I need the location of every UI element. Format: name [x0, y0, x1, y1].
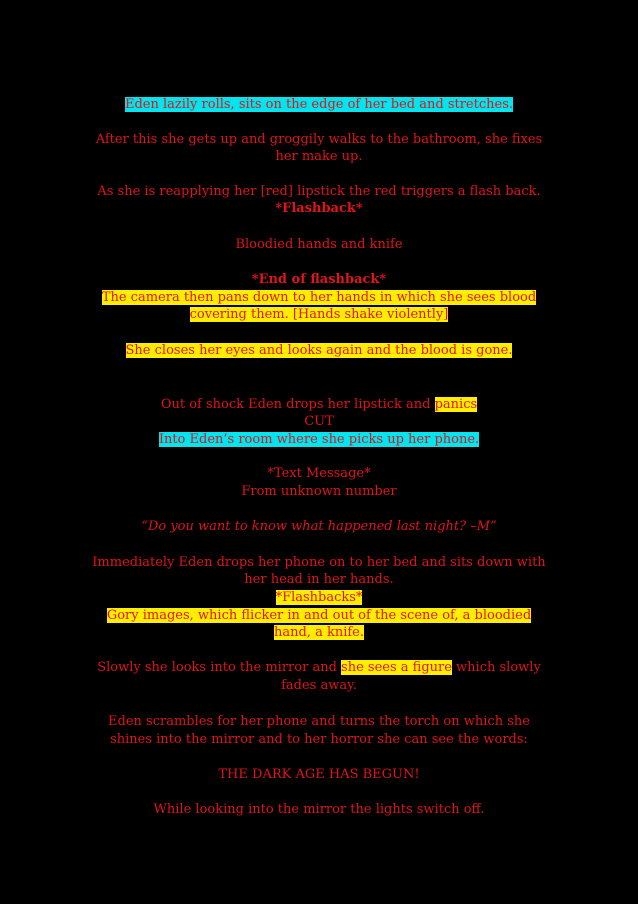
- script-line: From unknown number: [241, 484, 397, 499]
- script-line: Bloodied hands and knife: [235, 237, 403, 252]
- script-line: [0, 342, 638, 359]
- highlighted-text: *Flashbacks*: [275, 590, 363, 605]
- script-line: Immediately Eden drops her phone on to her bed and sits down with: [92, 555, 546, 570]
- highlighted-text: panics: [434, 397, 478, 412]
- highlighted-text: She closes her eyes and looks again and the blood is gone.: [125, 343, 513, 358]
- script-line: [0, 659, 638, 676]
- script-line: *Text Message*: [267, 466, 371, 481]
- script-line: Eden scrambles for her phone and turns the torch on which she: [108, 714, 530, 729]
- scene-heading: [0, 589, 638, 606]
- highlighted-text: Gory images, which flicker in and out of the scene of, a bloodied: [106, 608, 532, 623]
- text-message-quote: “Do you want to know what happened last night? –M”: [141, 519, 497, 534]
- script-line: [0, 396, 638, 413]
- scene-heading: *Flashback*: [275, 201, 363, 216]
- script-line: [0, 607, 638, 624]
- highlighted-text: Into Eden’s room where she picks up her phone.: [158, 432, 480, 447]
- script-line: As she is reapplying her [red] lipstick the red triggers a flash back.: [97, 184, 541, 199]
- script-line: [0, 431, 638, 448]
- line-text: Slowly she looks into the mirror and: [97, 660, 342, 675]
- script-line: her make up.: [275, 149, 363, 164]
- highlighted-text: The camera then pans down to her hands in which she sees blood: [101, 290, 537, 305]
- script-line: [0, 96, 638, 113]
- script-line: After this she gets up and groggily walks to the bathroom, she fixes: [95, 132, 543, 147]
- highlighted-text: Eden lazily rolls, sits on the edge of her bed and stretches.: [124, 97, 514, 112]
- script-line: shines into the mirror and to her horror she can see the words:: [110, 732, 528, 747]
- script-line: While looking into the mirror the lights switch off.: [153, 802, 485, 817]
- script-line: fades away.: [281, 678, 357, 693]
- script-line: [0, 624, 638, 641]
- highlighted-text: hand, a knife.: [273, 625, 364, 640]
- highlighted-text: covering them. [Hands shake violently]: [189, 307, 449, 322]
- scene-heading: *End of flashback*: [251, 272, 387, 287]
- transition-cut: CUT: [304, 414, 334, 429]
- line-text: Out of shock Eden drops her lipstick and: [160, 397, 435, 412]
- highlighted-text: she sees a figure: [341, 660, 452, 675]
- script-line: her head in her hands.: [244, 572, 394, 587]
- script-line: [0, 289, 638, 306]
- script-line: THE DARK AGE HAS BEGUN!: [218, 767, 420, 782]
- line-text: which slowly: [451, 660, 541, 675]
- script-line: [0, 306, 638, 323]
